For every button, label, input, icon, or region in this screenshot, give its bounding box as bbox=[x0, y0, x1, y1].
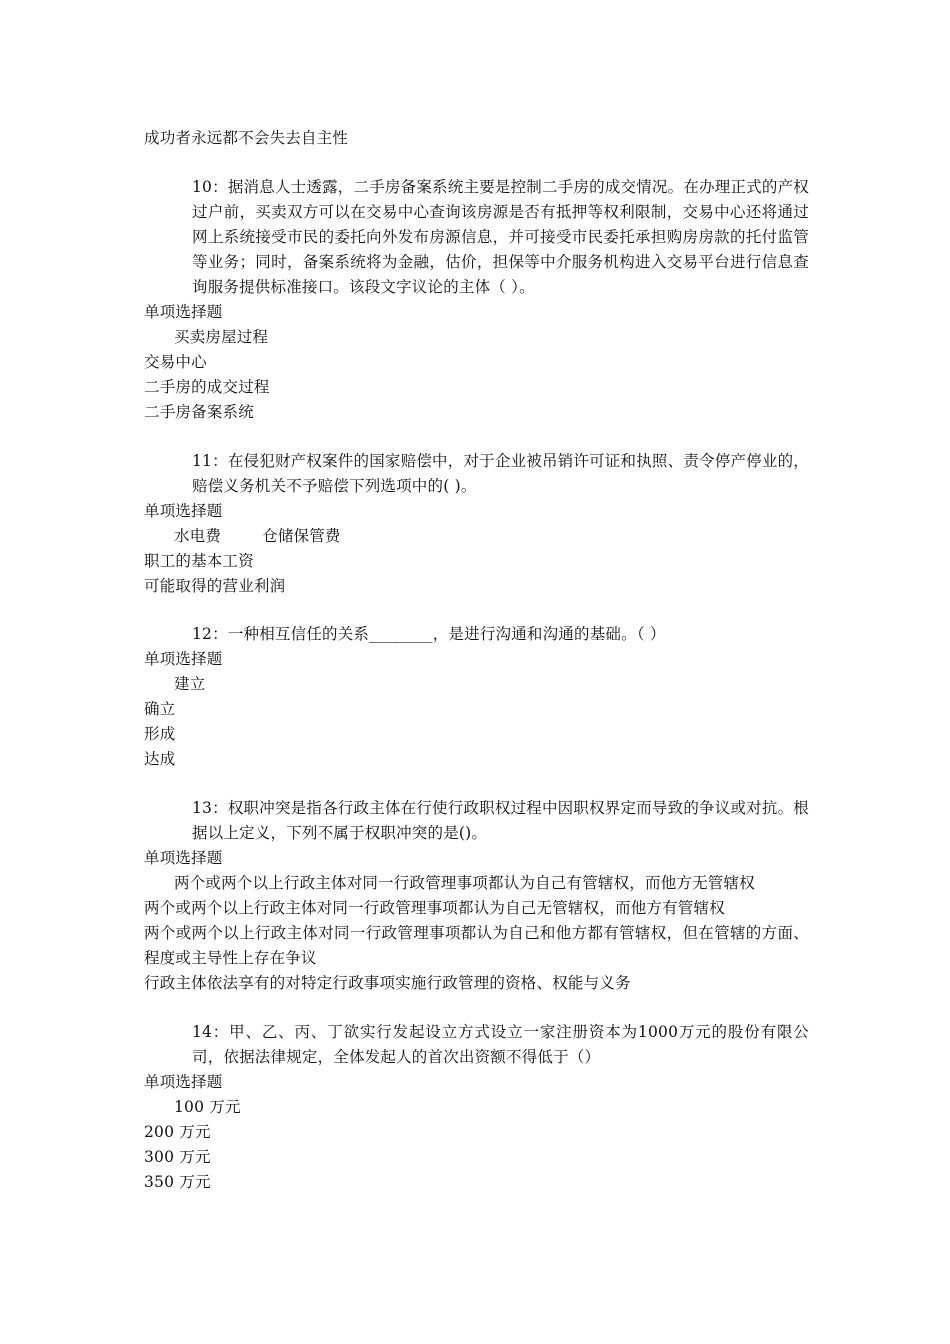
question-type: 单项选择题 bbox=[144, 502, 223, 520]
option-item: 建立 bbox=[174, 675, 206, 693]
option-item: 行政主体依法享有的对特定行政事项实施行政管理的资格、权能与义务 bbox=[144, 974, 631, 992]
question-11 bbox=[144, 449, 809, 599]
option-item: 两个或两个以上行政主体对同一行政管理事项都认为自己有管辖权，而他方无管辖权 bbox=[174, 874, 755, 892]
option-item: 买卖房屋过程 bbox=[174, 328, 269, 346]
question-stem: 10：据消息人士透露，二手房备案系统主要是控制二手房的成交情况。在办理正式的产权过户前，买卖双方可以在交易中心查询该房源是否有抵押等权利限制，交易中心还将通过网上系统接受市民的委托向外发布房源信息，并可接受市民委托承担购房房款的托付监管等业务；同时，备案系统将为金融，估价，担保等中介服务机构进入交易平台进行信息查询服务提供标准接口。该段文字议论的主体（ ）。 bbox=[192, 178, 809, 296]
option-item: 形成 bbox=[144, 725, 176, 743]
question-stem: 12：一种相互信任的关系________，是进行沟通和沟通的基础。（ ） bbox=[192, 625, 666, 643]
option-item: 二手房备案系统 bbox=[144, 403, 254, 421]
question-13 bbox=[144, 796, 809, 996]
question-type: 单项选择题 bbox=[144, 650, 223, 668]
option-item: 两个或两个以上行政主体对同一行政管理事项都认为自己无管辖权，而他方有管辖权 bbox=[144, 899, 725, 917]
option-item: 职工的基本工资 bbox=[144, 552, 254, 570]
question-14 bbox=[144, 1020, 809, 1195]
option-item: 100 万元 bbox=[174, 1098, 241, 1116]
question-stem: 11：在侵犯财产权案件的国家赔偿中，对于企业被吊销许可证和执照、责令停产停业的，赔偿义务机关不予赔偿下列选项中的( )。 bbox=[192, 452, 809, 495]
option-item: 350 万元 bbox=[144, 1173, 211, 1191]
option-item: 两个或两个以上行政主体对同一行政管理事项都认为自己和他方都有管辖权，但在管辖的方面、程度或主导性上存在争议 bbox=[144, 924, 809, 967]
question-type: 单项选择题 bbox=[144, 849, 223, 867]
option-item: 300 万元 bbox=[144, 1148, 211, 1166]
question-stem: 14：甲、乙、丙、丁欲实行发起设立方式设立一家注册资本为1000万元的股份有限公司，依据法律规定，全体发起人的首次出资额不得低于（） bbox=[192, 1023, 809, 1066]
option-item: 确立 bbox=[144, 700, 176, 718]
option-item: 交易中心 bbox=[144, 353, 207, 371]
question-stem: 13：权职冲突是指各行政主体在行使行政职权过程中因职权界定而导致的争议或对抗。根据以上定义，下列不属于权职冲突的是()。 bbox=[192, 799, 809, 842]
option-item: 二手房的成交过程 bbox=[144, 378, 270, 396]
intro-text: 成功者永远都不会失去自主性 bbox=[144, 129, 349, 147]
question-10 bbox=[144, 175, 809, 425]
question-type: 单项选择题 bbox=[144, 303, 223, 321]
option-item: 200 万元 bbox=[144, 1123, 211, 1141]
question-12 bbox=[144, 622, 809, 772]
option-item: 达成 bbox=[144, 750, 176, 768]
option-item: 水电费 仓储保管费 bbox=[174, 527, 341, 545]
option-item: 可能取得的营业利润 bbox=[144, 577, 286, 595]
question-type: 单项选择题 bbox=[144, 1073, 223, 1091]
